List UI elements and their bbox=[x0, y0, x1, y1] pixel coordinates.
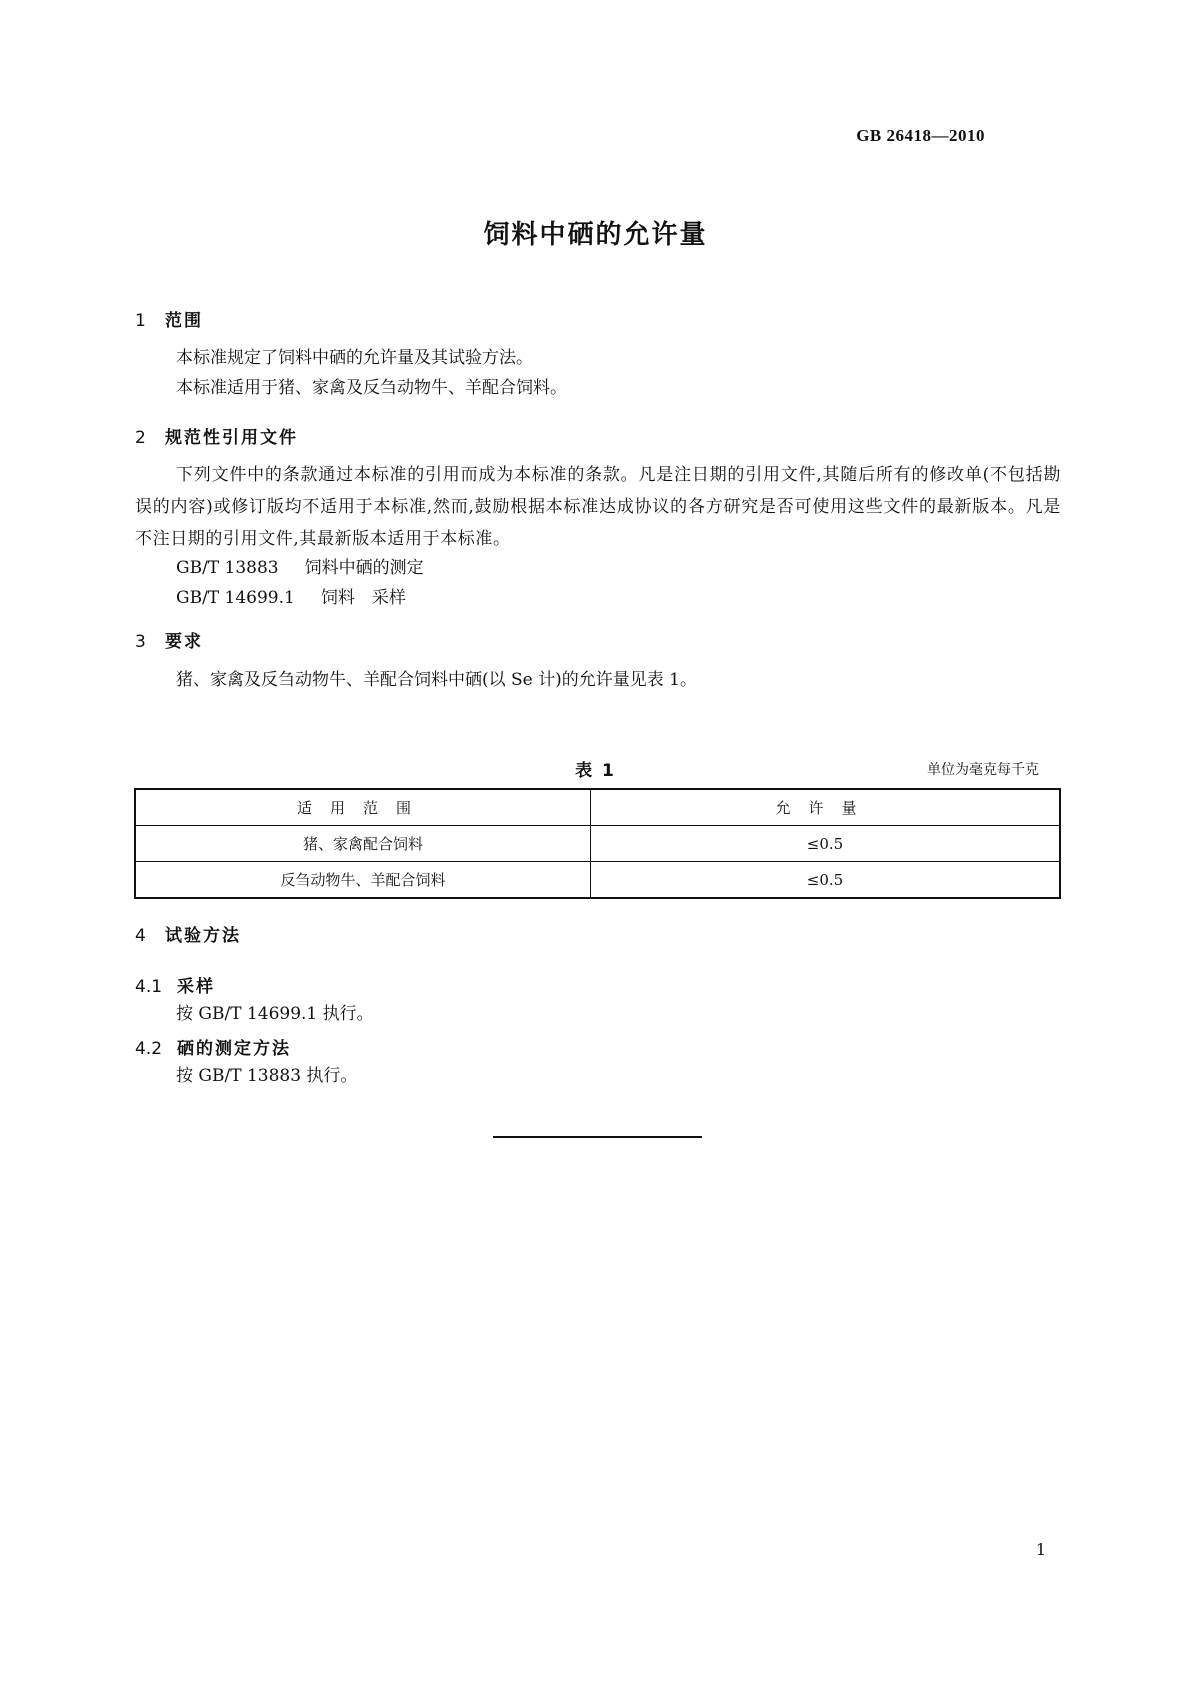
section-title: 要求 bbox=[165, 632, 203, 652]
page-number: 1 bbox=[1035, 1540, 1046, 1559]
table-cell-scope: 猪、家禽配合饲料 bbox=[135, 826, 591, 862]
section-1-paragraph-2: 本标准适用于猪、家禽及反刍动物牛、羊配合饲料。 bbox=[176, 378, 567, 398]
section-2-heading bbox=[135, 423, 298, 448]
table-row bbox=[135, 826, 1060, 862]
table-cell-allowance: ≤0.5 bbox=[591, 862, 1061, 899]
section-number: 4 bbox=[135, 926, 146, 946]
section-3-paragraph: 猪、家禽及反刍动物牛、羊配合饲料中硒(以 Se 计)的允许量见表 1。 bbox=[176, 670, 697, 690]
reference-title: 饲料 采样 bbox=[320, 588, 406, 608]
subsection-4-2-text: 按 GB/T 13883 执行。 bbox=[176, 1066, 358, 1086]
section-1-paragraph-1: 本标准规定了饲料中硒的允许量及其试验方法。 bbox=[176, 348, 533, 368]
subsection-title: 硒的测定方法 bbox=[177, 1039, 291, 1059]
reference-code: GB/T 13883 bbox=[176, 558, 279, 578]
section-3-heading bbox=[135, 627, 203, 652]
end-of-document-rule bbox=[493, 1136, 702, 1138]
allowance-table bbox=[134, 788, 1061, 899]
reference-item bbox=[176, 553, 424, 578]
section-1-heading bbox=[135, 306, 203, 331]
section-title: 范围 bbox=[165, 311, 203, 331]
subsection-4-1-text: 按 GB/T 14699.1 执行。 bbox=[176, 1004, 374, 1024]
section-number: 2 bbox=[135, 428, 146, 448]
subsection-4-2-heading bbox=[135, 1034, 291, 1059]
section-title: 试验方法 bbox=[165, 926, 241, 946]
table-cell-allowance: ≤0.5 bbox=[591, 826, 1061, 862]
section-2-paragraph: 下列文件中的条款通过本标准的引用而成为本标准的条款。凡是注日期的引用文件,其随后所有的修改单(不包括勘误的内容)或修订版均不适用于本标准,然而,鼓励根据本标准达成协议的各方研究是否可使用这些文件的最新版本。凡是不注日期的引用文件,其最新版本适用于本标准。 bbox=[135, 465, 1061, 549]
table-cell-scope: 反刍动物牛、羊配合饲料 bbox=[135, 862, 591, 899]
table-row bbox=[135, 862, 1060, 899]
section-title: 规范性引用文件 bbox=[165, 428, 298, 448]
standard-code: GB 26418—2010 bbox=[856, 126, 985, 145]
section-4-heading bbox=[135, 921, 241, 946]
reference-code: GB/T 14699.1 bbox=[176, 588, 295, 608]
subsection-number: 4.2 bbox=[135, 1039, 163, 1059]
subsection-number: 4.1 bbox=[135, 977, 163, 997]
reference-title: 饲料中硒的测定 bbox=[304, 558, 424, 578]
section-number: 1 bbox=[135, 311, 146, 331]
section-number: 3 bbox=[135, 632, 146, 652]
table-header-row bbox=[135, 789, 1060, 826]
column-header-allowance: 允许量 bbox=[591, 789, 1061, 826]
subsection-4-1-heading bbox=[135, 972, 215, 997]
reference-item bbox=[176, 583, 406, 608]
document-title: 饲料中硒的允许量 bbox=[483, 220, 708, 250]
table-caption: 表 1 bbox=[575, 761, 616, 781]
table-unit: 单位为毫克每千克 bbox=[927, 762, 1039, 778]
subsection-title: 采样 bbox=[177, 977, 215, 997]
column-header-scope: 适用范围 bbox=[135, 789, 591, 826]
